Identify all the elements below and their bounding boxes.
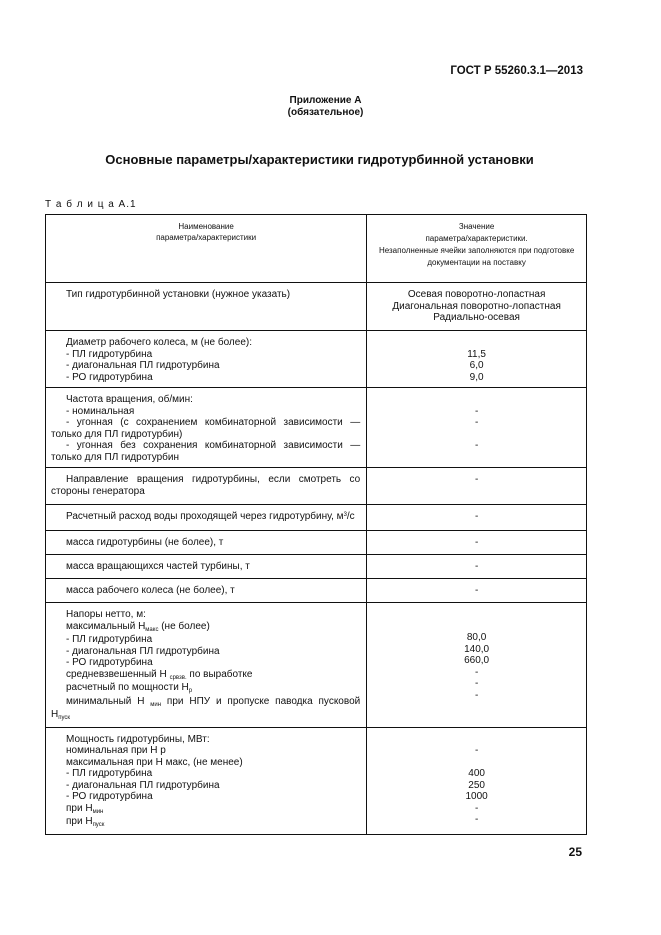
row-speed-value: - - - [367,388,587,468]
row-diameter-value: 11,5 6,0 9,0 [367,331,587,388]
table-row [46,388,587,468]
row-diameter-label: Диаметр рабочего колеса, м (не более): - ПЛ гидротурбина - диагональная ПЛ гидротурбина - РО гидротурбина [46,331,367,388]
col2-header: Значение параметра/характеристики. Незаполненные ячейки заполняются при подготовке документации на поставку [367,215,587,283]
table-label: Т а б л и ц а А.1 [45,199,137,210]
table-row [46,331,587,388]
row-power-value: - 400 250 1000 - - [367,727,587,834]
row-flow-value: - [367,505,587,531]
table-row [46,727,587,834]
row-speed-label: Частота вращения, об/мин: - номинальная - угонная (с сохранением комбинаторной зависимости — только для ПЛ гидротурбин) - угонная без сохранения комбинаторной зависимости — только для ПЛ гидротурбин [46,388,367,468]
row-power-label: Мощность гидротурбины, МВт: номинальная при Н р максимальная при Н макс, (не менее) - ПЛ гидротурбина - диагональная ПЛ гидротурбина - РО гидротурбина при $Н_{мин}$ при $Н_{пуск}$ [46,727,367,834]
row-type-label: Тип гидротурбинной установки (нужное указать) [46,283,367,331]
row-type-value: Осевая поворотно-лопастная Диагональная поворотно-лопастная Радиально-осевая [367,283,587,331]
annex-status: (обязательное) [287,107,364,118]
row-heads-label: Напоры нетто, м: максимальный $Н_{макс}$ (не более) - ПЛ гидротурбина - диагональная ПЛ гидротурбина - РО гидротурбина средневзвешенный Н $_{срвзв.}$ по выработке расчетный по мощности $Н_р$ минимальный Н $_{мин}$ при НПУ и пропуске паводка пусковой $Н_{пуск}$ [46,603,367,728]
standard-number: ГОСТ Р 55260.3.1—2013 [450,65,583,77]
annex-heading [0,95,661,119]
row-mass-rotating-label: масса вращающихся частей турбины, т [46,555,367,579]
table-row [46,505,587,531]
document-title: Основные параметры/характеристики гидротурбинной установки [105,152,534,167]
annex-title: Приложение А [289,95,362,106]
table-row [46,531,587,555]
table-header-row [46,215,587,283]
row-mass-runner-label: масса рабочего колеса (не более), т [46,579,367,603]
row-mass-rotating-value: - [367,555,587,579]
parameters-table [45,214,587,835]
row-mass-turbine-label: масса гидротурбины (не более), т [46,531,367,555]
table-row [46,603,587,728]
row-mass-turbine-value: - [367,531,587,555]
page-number: 25 [568,845,582,859]
row-direction-label: Направление вращения гидротурбины, если смотреть со стороны генератора [46,468,367,505]
row-direction-value: - [367,468,587,505]
table-row [46,555,587,579]
table-row [46,468,587,505]
row-heads-value: 80,0 140,0 660,0 - - - [367,603,587,728]
table-row [46,579,587,603]
col1-header: Наименование параметра/характеристики [46,215,367,283]
row-mass-runner-value: - [367,579,587,603]
table-row [46,283,587,331]
row-flow-label: Расчетный расход воды проходящей через гидротурбину, $м^3/с$ [46,505,367,531]
